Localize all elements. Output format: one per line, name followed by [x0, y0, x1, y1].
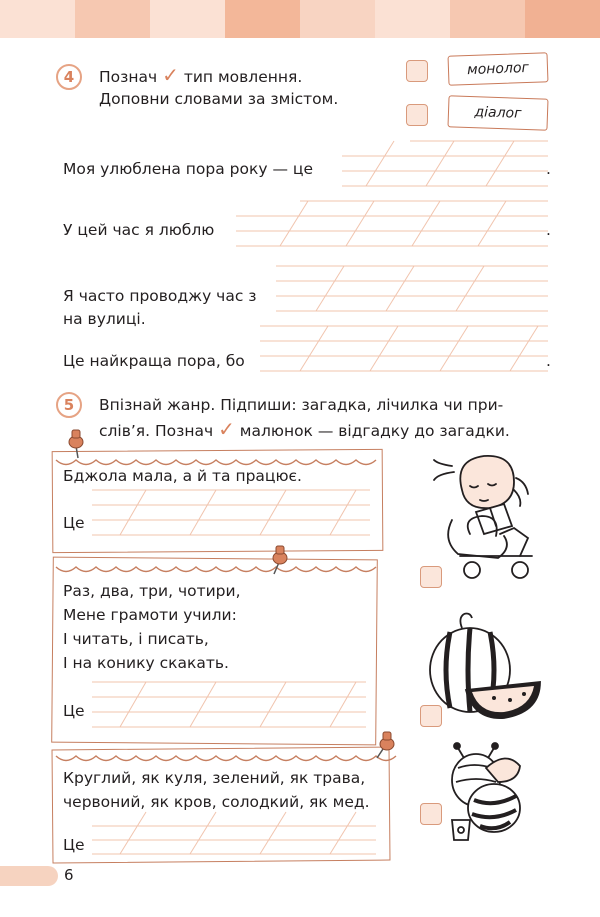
- card-2-line-4: І на конику скакать.: [63, 654, 229, 672]
- task-5-number-text: 5: [63, 396, 75, 414]
- task-5-text-b: малюнок — відгадку до загадки.: [239, 422, 510, 440]
- sentence-1-dot: .: [546, 160, 551, 178]
- task-5-instruction-line1: Впізнай жанр. Підпиши: загадка, лічилка чи при-: [99, 396, 504, 414]
- sentence-2-dot: .: [546, 221, 551, 239]
- card-3-answer-prefix: Це: [63, 836, 85, 854]
- task-4-instruction-line2: Доповни словами за змістом.: [99, 90, 339, 108]
- dialog-label-text: діалог: [474, 104, 522, 122]
- watermelon-checkbox[interactable]: [420, 705, 442, 727]
- monolog-label-text: монолог: [466, 59, 530, 79]
- pushpin-icon: [377, 732, 394, 758]
- card-3-lines: [92, 812, 376, 854]
- girl-checkbox[interactable]: [420, 566, 442, 588]
- sentence-3b: на вулиці.: [63, 310, 146, 328]
- card-2-line-3: І читать, і писать,: [63, 630, 209, 648]
- sentence-1: Моя улюблена пора року — це: [63, 160, 313, 178]
- task-4-number-text: 4: [63, 68, 75, 86]
- page-number-bar: [0, 866, 58, 886]
- bee-checkbox[interactable]: [420, 803, 442, 825]
- card-3-line-1: Круглий, як куля, зелений, як трава,: [63, 769, 366, 787]
- scallop-edge: [56, 756, 396, 761]
- sentence-4: Це найкраща пора, бо: [63, 352, 245, 370]
- sentence-2: У цей час я люблю: [63, 221, 215, 239]
- card-2-line-2: Мене грамоти учили:: [63, 606, 237, 624]
- sentence-4-dot: .: [546, 352, 551, 370]
- card-1-text: Бджола мала, а й та працює.: [63, 467, 302, 485]
- watermelon-icon: [430, 614, 540, 719]
- card-3-line-2: червоний, як кров, солодкий, як мед.: [63, 793, 370, 811]
- card-2-lines: [92, 682, 366, 727]
- card-2-answer-prefix: Це: [63, 702, 85, 720]
- task-5-text-a: слів’я. Познач: [99, 422, 214, 440]
- card-1-answer-prefix: Це: [63, 514, 85, 532]
- scallop-edge: [56, 460, 376, 465]
- card-2-line-1: Раз, два, три, чотири,: [63, 582, 241, 600]
- checkmark-icon: ✓: [162, 63, 179, 87]
- page-number: 6: [64, 866, 74, 884]
- task-4-text-b: тип мовлення.: [183, 68, 303, 86]
- sentence-3a: Я часто проводжу час з: [63, 287, 257, 305]
- card-1-lines: [92, 490, 370, 535]
- bee-icon: [452, 743, 520, 840]
- scallop-edge: [56, 567, 376, 572]
- task-4-text-a: Познач: [99, 68, 158, 86]
- pushpin-icon: [69, 430, 83, 458]
- girl-reading-icon: [434, 456, 532, 578]
- checkmark-icon: ✓: [218, 417, 235, 441]
